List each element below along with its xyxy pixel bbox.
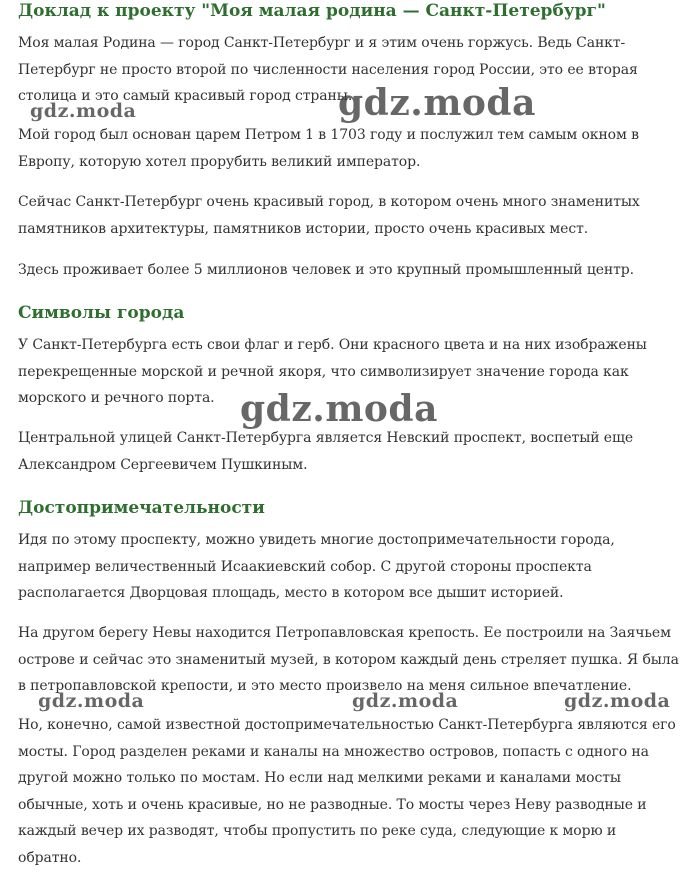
paragraph-intro: Моя малая Родина — город Санкт-Петербург и я этим очень горжусь. Ведь Санкт-Петербург не просто второй по численности населения город России, это ее вторая столица и это самый красивый город страны. [18, 35, 638, 104]
paragraph-population: Здесь проживает более 5 миллионов человек и это крупный промышленный центр. [18, 262, 634, 278]
paragraph-bridges: Но, конечно, самой известной достопримечательностью Санкт-Петербурга являются его мосты. Город разделен реками и каналы на множество островов, попасть с одного на другой можно только по мостам. Но если над мелкими реками и каналами мосты обычные, хоть и очень красивые, но не разводные. То мосты через Неву разводные и каждый вечер их разводят, чтобы пропустить по реке суда, следующие к морю и обратно. [18, 717, 676, 866]
watermark: gdz.moda [240, 388, 438, 430]
paragraph-nevsky: Центральной улицей Санкт-Петербурга является Невский проспект, воспетый еще Александром Сергеевичем Пушкиным. [18, 430, 634, 473]
watermark: gdz.moda [30, 100, 137, 122]
section-heading-sights: Достопримечательности [18, 498, 265, 518]
watermark: gdz.moda [338, 82, 536, 124]
watermark: gdz.moda [352, 690, 459, 712]
watermark: gdz.moda [38, 690, 145, 712]
watermark: gdz.moda [564, 690, 671, 712]
paragraph-founding: Мой город был основан царем Петром 1 в 1703 году и послужил тем самым окном в Европу, которую хотел прорубить великий император. [18, 127, 639, 170]
paragraph-fortress: На другом берегу Невы находится Петропавловская крепость. Ее построили на Заячьем острове и сейчас это знаменитый музей, в котором каждый день стреляет пушка. Я была в петропавловской крепости, и это место произвело на меня сильное впечатление. [18, 625, 679, 694]
article-title: Доклад к проекту "Моя малая родина — Санкт-Петербург" [18, 1, 606, 21]
paragraph-monuments: Сейчас Санкт-Петербург очень красивый город, в котором очень много знаменитых памятников архитектуры, памятников истории, просто очень красивых мест. [18, 194, 640, 237]
paragraph-flag-coat: У Санкт-Петербурга есть свои флаг и герб. Они красного цвета и на них изображены перекрещенные морской и речной якоря, что символизирует значение города как морского и речного порта. [18, 337, 647, 406]
section-heading-symbols: Символы города [18, 303, 185, 323]
paragraph-isaac: Идя по этому проспекту, можно увидеть многие достопримечательности города, например величественный Исаакиевский собор. С другой стороны проспекта располагается Дворцовая площадь, место в котором все дышит историей. [18, 532, 615, 601]
